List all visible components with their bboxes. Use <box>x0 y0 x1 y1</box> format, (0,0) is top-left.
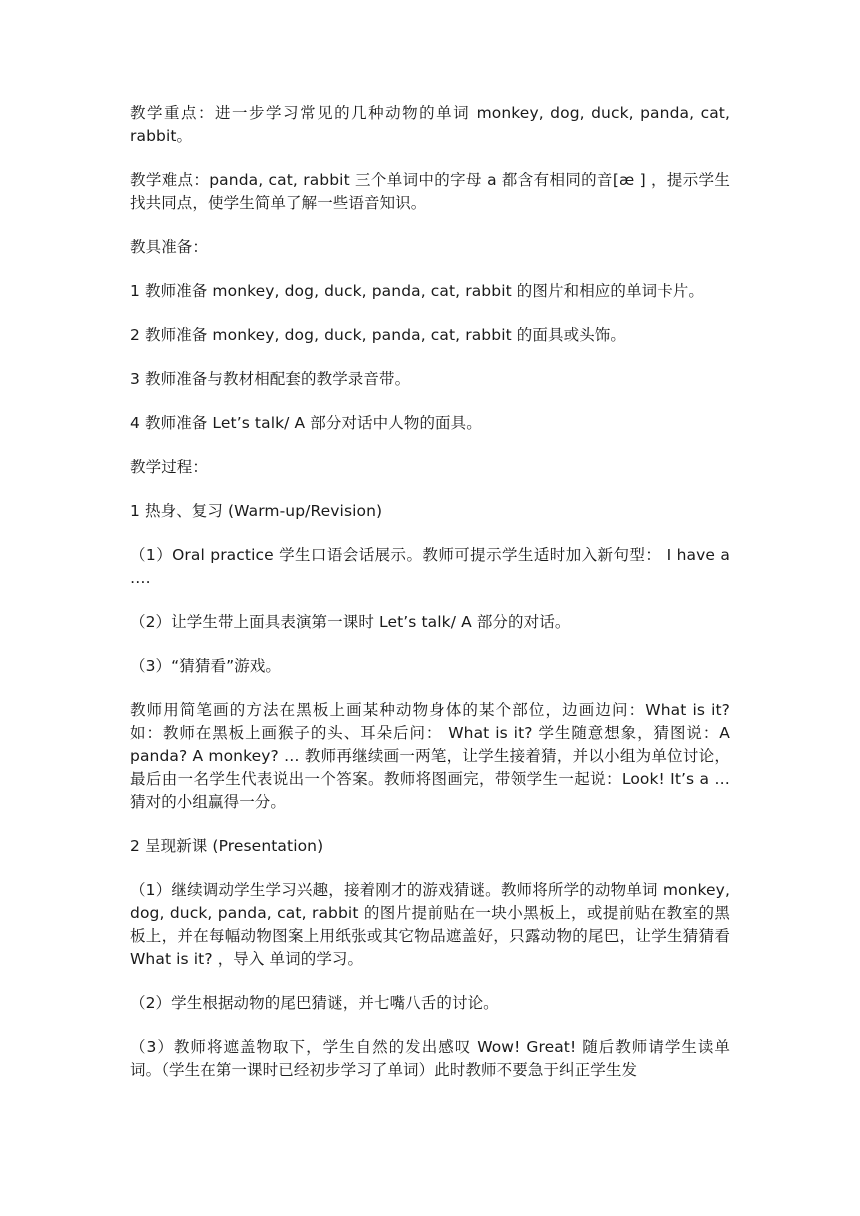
process-heading: 教学过程： <box>130 458 209 476</box>
step-2-item-1: （1）继续调动学生学习兴趣，接着刚才的游戏猜谜。教师将所学的动物单词 monkey, dog, duck, panda, cat, rabbit 的图片提前贴在一块小黑板上，或提前贴在教室的黑板上，并在每幅动物图案上用纸张或其它物品遮盖好，只露动物的尾巴，让学生猜猜看 What is it? ，导入 单词的学习。 <box>130 881 730 968</box>
step-2-item-2: （2）学生根据动物的尾巴猜谜，并七嘴八舌的讨论。 <box>130 994 499 1012</box>
teaching-difficulty: 教学难点：panda, cat, rabbit 三个单词中的字母 a 都含有相同的音[æ ] ，提示学生找共同点，使学生简单了解一些语音知识。 <box>130 171 730 212</box>
materials-heading: 教具准备： <box>130 238 209 256</box>
step-1-heading: 1 热身、复习 (Warm-up/Revision) <box>130 502 383 520</box>
step-2-heading: 2 呈现新课 (Presentation) <box>130 837 324 855</box>
guessing-game-description: 教师用简笔画的方法在黑板上画某种动物身体的某个部位，边画边问：What is it? 如：教师在黑板上画猴子的头、耳朵后问： What is it? 学生随意想象，猜图说：A panda? A monkey? … 教师再继续画一两笔，让学生接着猜，并以小组为单位讨论，最后由一名学生代表说出一个答案。教师将图画完，带领学生一起说：Look! It’s a … 猜对的小组赢得一分。 <box>130 701 730 811</box>
step-1-item-1: （1）Oral practice 学生口语会话展示。教师可提示学生适时加入新句型： I have a …. <box>130 546 730 587</box>
step-2-item-3: （3）教师将遮盖物取下，学生自然的发出感叹 Wow! Great! 随后教师请学生读单词。（学生在第一课时已经初步学习了单词）此时教师不要急于纠正学生发 <box>130 1038 730 1079</box>
materials-item-3: 3 教师准备与教材相配套的教学录音带。 <box>130 370 411 388</box>
document-page <box>130 102 730 1103</box>
teaching-focus: 教学重点：进一步学习常见的几种动物的单词 monkey, dog, duck, panda, cat, rabbit。 <box>130 104 730 145</box>
materials-item-2: 2 教师准备 monkey, dog, duck, panda, cat, rabbit 的面具或头饰。 <box>130 326 627 344</box>
step-1-item-2: （2）让学生带上面具表演第一课时 Let’s talk/ A 部分的对话。 <box>130 613 571 631</box>
materials-item-1: 1 教师准备 monkey, dog, duck, panda, cat, rabbit 的图片和相应的单词卡片。 <box>130 282 705 300</box>
materials-item-4: 4 教师准备 Let’s talk/ A 部分对话中人物的面具。 <box>130 414 482 432</box>
step-1-item-3: （3）“猜猜看”游戏。 <box>130 657 282 675</box>
